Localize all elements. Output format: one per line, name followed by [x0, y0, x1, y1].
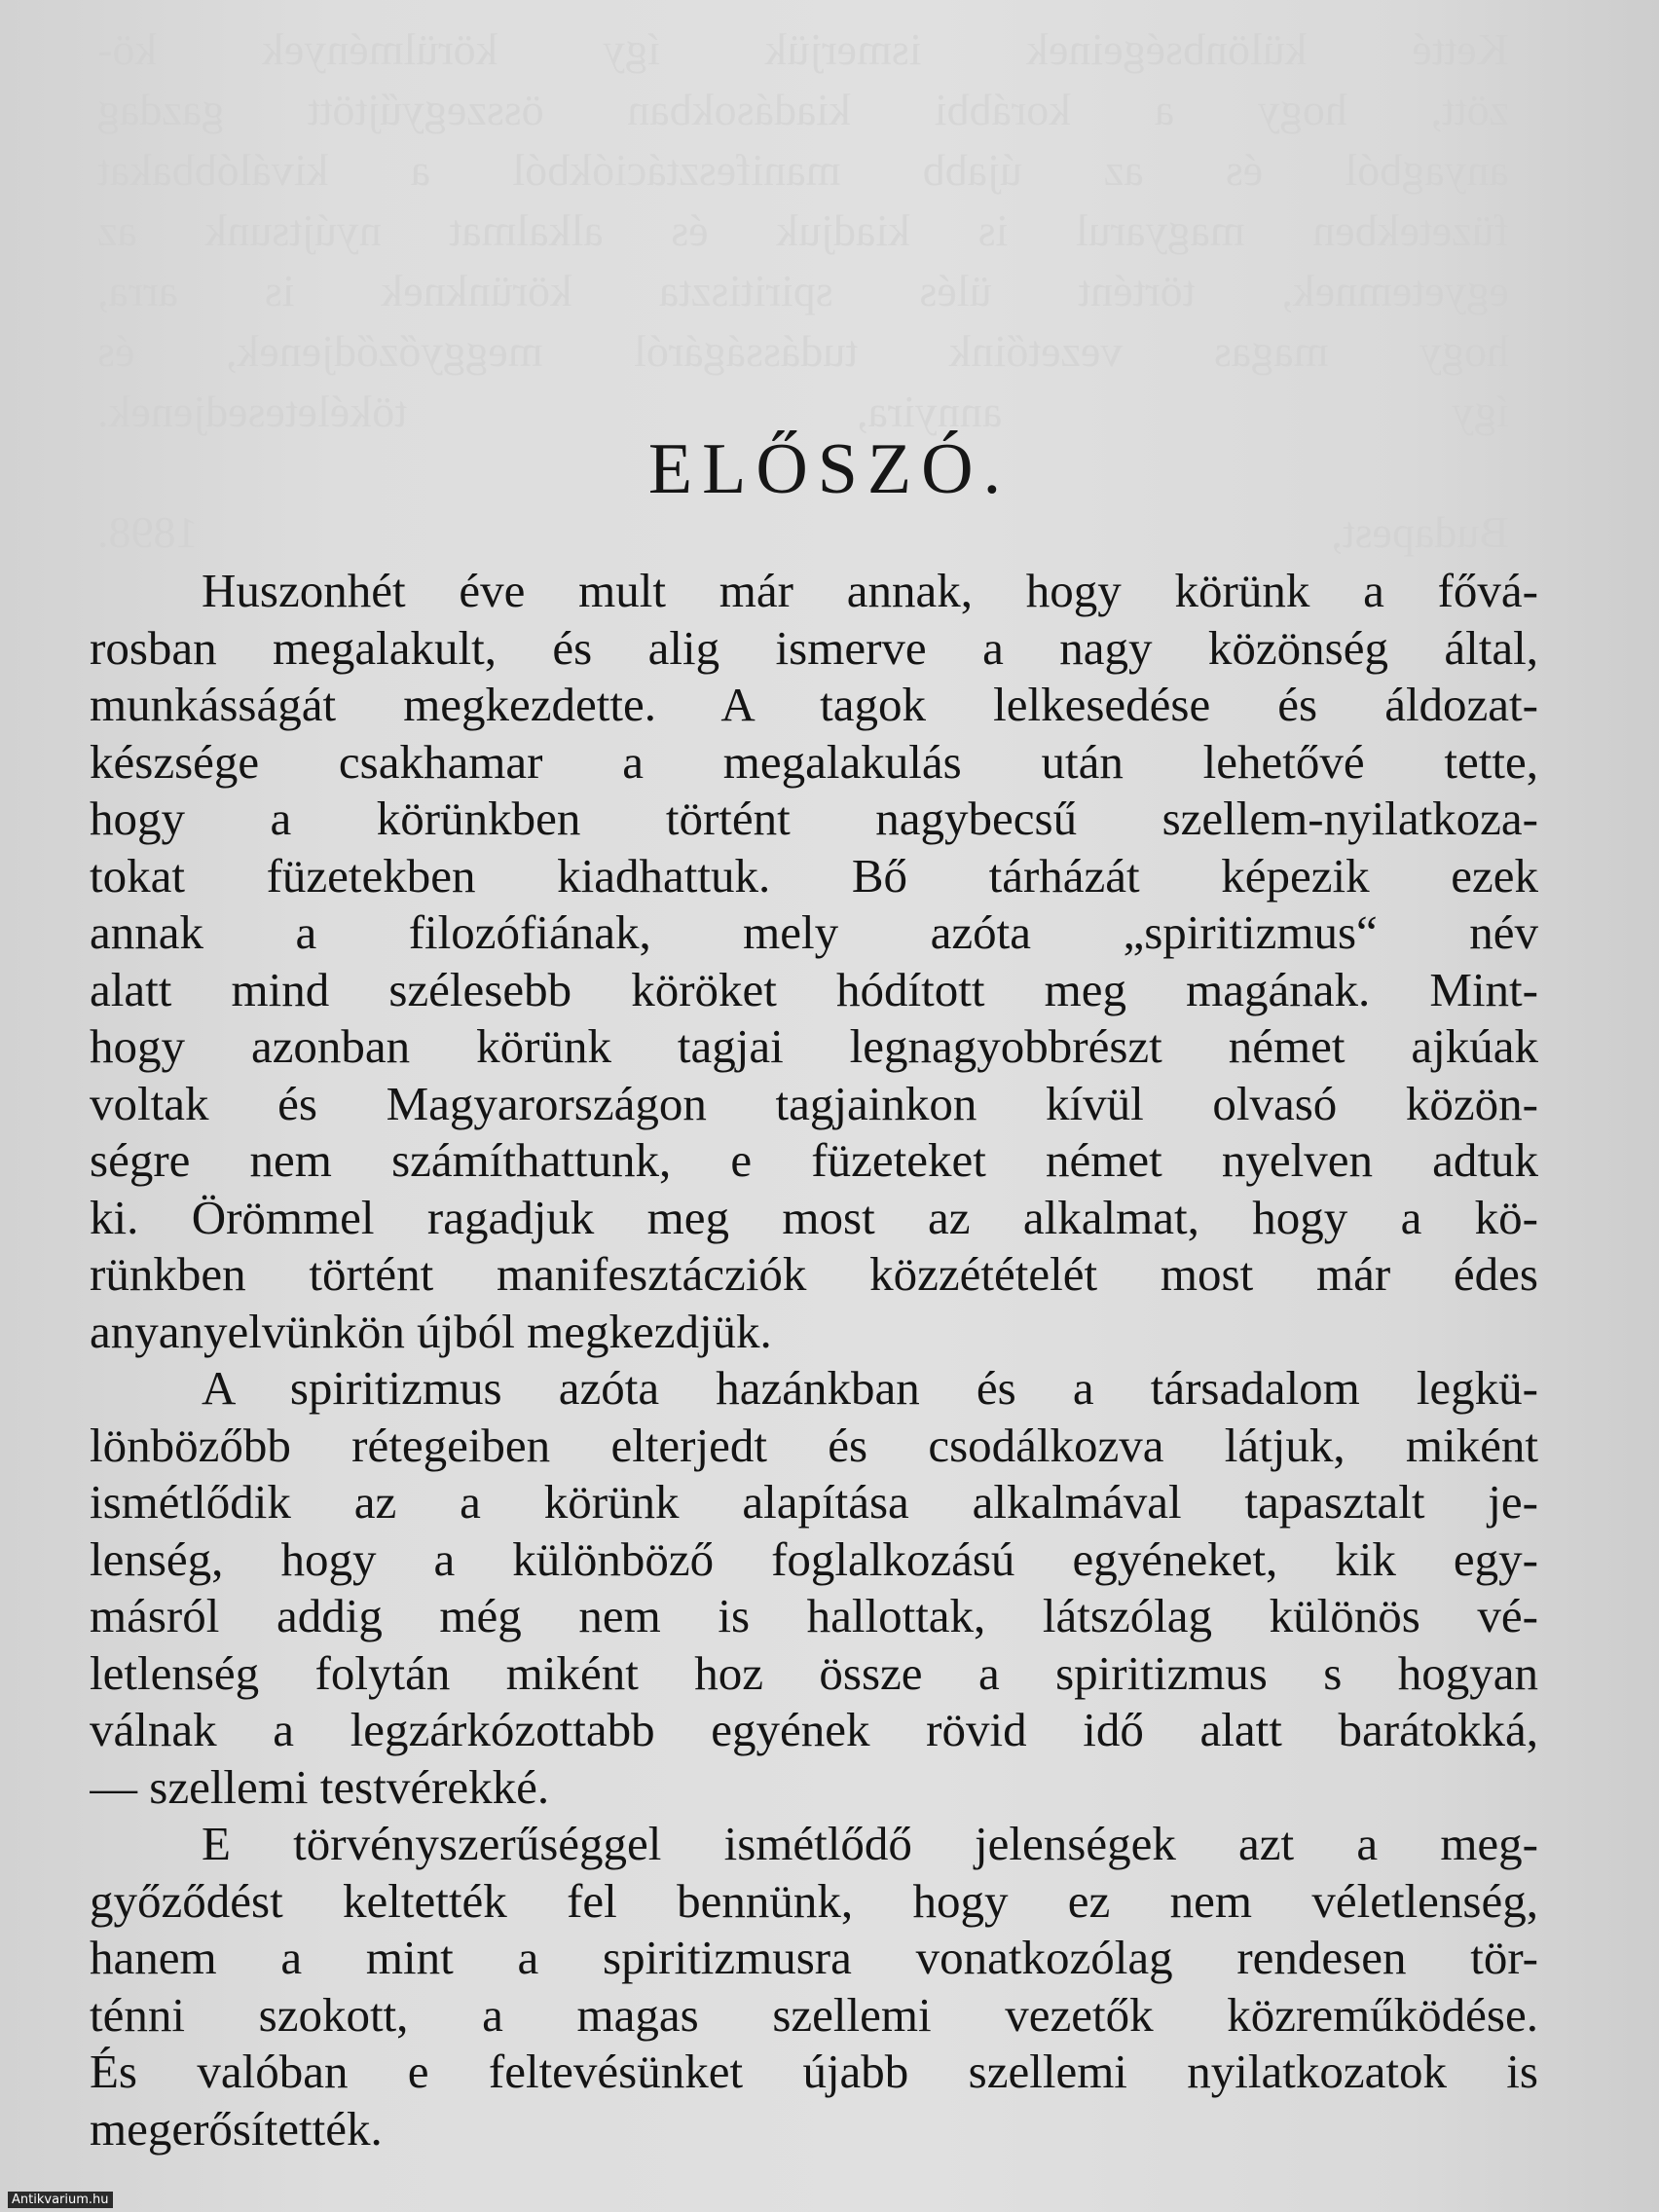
text-line: letlenség folytán miként hoz össze a spiritizmus s hogyan	[90, 1645, 1538, 1700]
text-line: Huszonhét éve mult már annak, hogy körünk a fővá-	[202, 564, 1538, 617]
text-line: ismétlődik az a körünk alapítása alkalmával tapasztalt je-	[90, 1475, 1538, 1529]
text-line: hogy azonban körünk tagjai legnagyobbrészt német ajkúak	[90, 1019, 1538, 1073]
text-line: ségre nem számíthattunk, e füzeteket német nyelven adtuk	[90, 1133, 1538, 1187]
text-line: A spiritizmus azóta hazánkban és a társadalom legkü-	[202, 1361, 1538, 1415]
text-line: válnak a legzárkózottabb egyének rövid idő alatt barátokká,	[90, 1703, 1538, 1756]
text-line: hanem a mint a spiritizmusra vonatkozólag rendesen tör-	[90, 1931, 1538, 1984]
text-line: ténni szokott, a magas szellemi vezetők közreműködése.	[90, 1987, 1538, 2042]
text-line: alatt mind szélesebb köröket hódított meg magának. Mint-	[90, 962, 1538, 1016]
text-line: ki. Örömmel ragadjuk meg most az alkalmat, hogy a kö-	[90, 1190, 1538, 1244]
text-line: — szellemi testvérekké.	[90, 1759, 550, 1814]
text-line: megerősítették.	[90, 2101, 383, 2156]
text-line: munkásságát megkezdette. A tagok lelkesedése és áldozat-	[90, 678, 1538, 731]
text-line: annak a filozófiának, mely azóta „spiritizmus“ név	[90, 905, 1538, 959]
text-line: lönbözőbb rétegeiben elterjedt és csodálkozva látjuk, miként	[90, 1418, 1538, 1472]
text-line: rosban megalakult, és alig ismerve a nagy közönség által,	[90, 620, 1538, 675]
text-line: rünkben történt manifesztácziók közzétételét most már édes	[90, 1247, 1538, 1301]
paragraph-2	[90, 1360, 1538, 1816]
paragraph-1	[90, 563, 1538, 1360]
bleed-through-text: Ketté különbségeinek ismerjük így körülmények kö- zött, hogy a korábbi kiadásokban összegyűjtött gazdag anyagból és az újabb manifesztációkból a kiválóbbakat füzetekben magyarul is kiadjuk és alkalmat nyújtsunk az egyetemnek, történt ülés spiritiszta körünknek is arra, hogy magas vezetőink tudásságáról meggyőződjenek, és így annyira, tökéletesedjenek. Budapest, 1898.	[97, 24, 1509, 557]
text-line: És valóban e feltevésünket újabb szellemi nyilatkozatok is	[90, 2045, 1538, 2098]
text-line: győződést keltették fel bennünk, hogy ez nem véletlenség,	[90, 1873, 1538, 1928]
text-line: tokat füzetekben kiadhattuk. Bő tárházát képezik ezek	[90, 848, 1538, 903]
text-line: lenség, hogy a különböző foglalkozású egyéneket, kik egy-	[90, 1531, 1538, 1586]
text-line: anyanyelvünkön újból megkezdjük.	[90, 1304, 772, 1358]
page-title: ELŐSZÓ.	[647, 429, 1012, 509]
text-line: készsége csakhamar a megalakulás után lehetővé tette,	[90, 734, 1538, 789]
text-line: másról addig még nem is hallottak, látszólag különös vé-	[90, 1589, 1538, 1642]
text-line: voltak és Magyarországon tagjainkon kívül olvasó közön-	[90, 1076, 1538, 1130]
paragraph-3	[90, 1816, 1538, 2157]
watermark-label: Antikvarium.hu	[8, 2192, 113, 2208]
text-line: E törvényszerűséggel ismétlődő jelenségek azt a meg-	[202, 1817, 1538, 1870]
text-line: hogy a körünkben történt nagybecsű szellem-nyilatkoza-	[90, 792, 1538, 845]
preface-body	[90, 563, 1538, 2157]
